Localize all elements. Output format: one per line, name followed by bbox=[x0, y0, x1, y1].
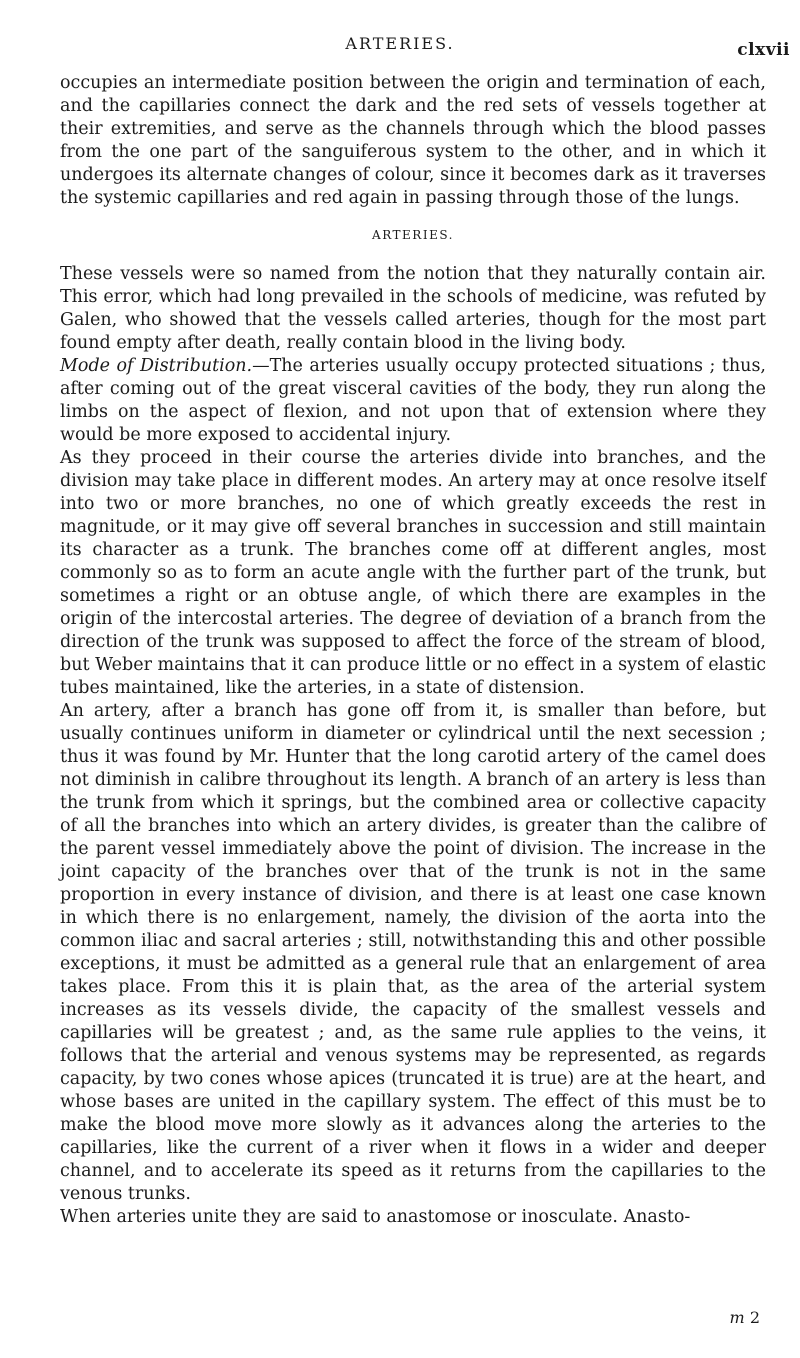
running-title: ARTERIES. bbox=[345, 34, 455, 53]
paragraph-capacity-text: An artery, after a branch has gone off from it, is smaller than before, but usually continues uniform in diameter or cylindrical until the next secession ; thus it was found by Mr. Hunter that the long carotid artery of the camel does not diminish in calibre throughout its length. A branch of an artery is less than the trunk from which it springs, but the combined area or collective capacity of all the branches into which an artery divides, is greater than the calibre of the parent vessel immediately above the point of division. The increase in the joint capacity of the branches over that of the trunk is not in the same proportion in every instance of division, and there is at least one case known in which there is no enlargement, namely, the division of the aorta into the common iliac and sacral arteries ; still, notwithstanding this and other possible exceptions, it must be admitted as a general rule that an enlargement of area takes place. From this it is plain that, as the area of the arterial system increases as its vessels divide, the capacity of the smallest vessels and capillaries will be greatest ; and, as the same rule applies to the veins, it follows that the arterial and venous systems may be represented, as regards capacity, by two cones whose apices (truncated it is true) are at the heart, and whose bases are united in the capillary system. The effect of this must be to make the blood move more slowly as it advances along the arteries to the capillaries, like the current of a river when it flows in a wider and deeper channel, and to accelerate its speed as it returns from the capillaries to the venous trunks. bbox=[60, 701, 766, 1204]
paragraph-mode-of-distribution bbox=[60, 355, 766, 447]
paragraph-branching-text: As they proceed in their course the arteries divide into branches, and the division may take place in different modes. An artery may at once resolve itself into two or more branches, no one of which greatly exceeds the rest in magnitude, or it may give off several branches in succession and still maintain its character as a trunk. The branches come off at different angles, most commonly so as to form an acute angle with the further part of the trunk, but sometimes a right or an obtuse angle, of which there are examples in the origin of the intercostal arteries. The degree of deviation of a branch from the direction of the trunk was supposed to affect the force of the stream of blood, but Weber maintains that it can produce little or no effect in a system of elastic tubes maintained, like the arteries, in a state of distension. bbox=[60, 448, 766, 698]
paragraph-subheading: Mode of Distribution. bbox=[60, 356, 253, 376]
paragraph-naming bbox=[60, 263, 766, 355]
running-head bbox=[0, 34, 800, 60]
paragraph-mode-of-distribution-text: —The arteries usually occupy protected situations ; thus, after coming out of the great visceral cavities of the body, they run along the limbs on the aspect of flexion, and not upon that of extension where they would be more exposed to accidental injury. bbox=[60, 356, 766, 445]
page-number: clxvii bbox=[737, 40, 790, 60]
paragraph-branching bbox=[60, 447, 766, 700]
paragraph-capacity bbox=[60, 700, 766, 1206]
signature-number: 2 bbox=[749, 1308, 760, 1327]
paragraph-anastomose-text: When arteries unite they are said to anastomose or inosculate. Anasto- bbox=[60, 1207, 691, 1227]
signature-letter: m bbox=[729, 1308, 745, 1327]
continuation-paragraph: occupies an intermediate position between the origin and termination of each, and the capillaries connect the dark and the red sets of vessels together at their extremities, and serve as the channels through which the blood passes from the one part of the sanguiferous system to the other, and in which it undergoes its alternate changes of colour, since it becomes dark as it traverses the systemic capillaries and red again in passing through those of the lungs. bbox=[60, 73, 766, 208]
body-text bbox=[60, 72, 766, 1229]
paragraph-naming-text: These vessels were so named from the notion that they naturally contain air. This error, which had long prevailed in the schools of medicine, was refuted by Galen, who showed that the vessels called arteries, though for the most part found empty after death, really contain blood in the living body. bbox=[60, 264, 766, 353]
section-heading: ARTERIES. bbox=[372, 228, 454, 242]
paragraph-anastomose bbox=[60, 1206, 766, 1229]
signature-mark bbox=[730, 1308, 760, 1327]
